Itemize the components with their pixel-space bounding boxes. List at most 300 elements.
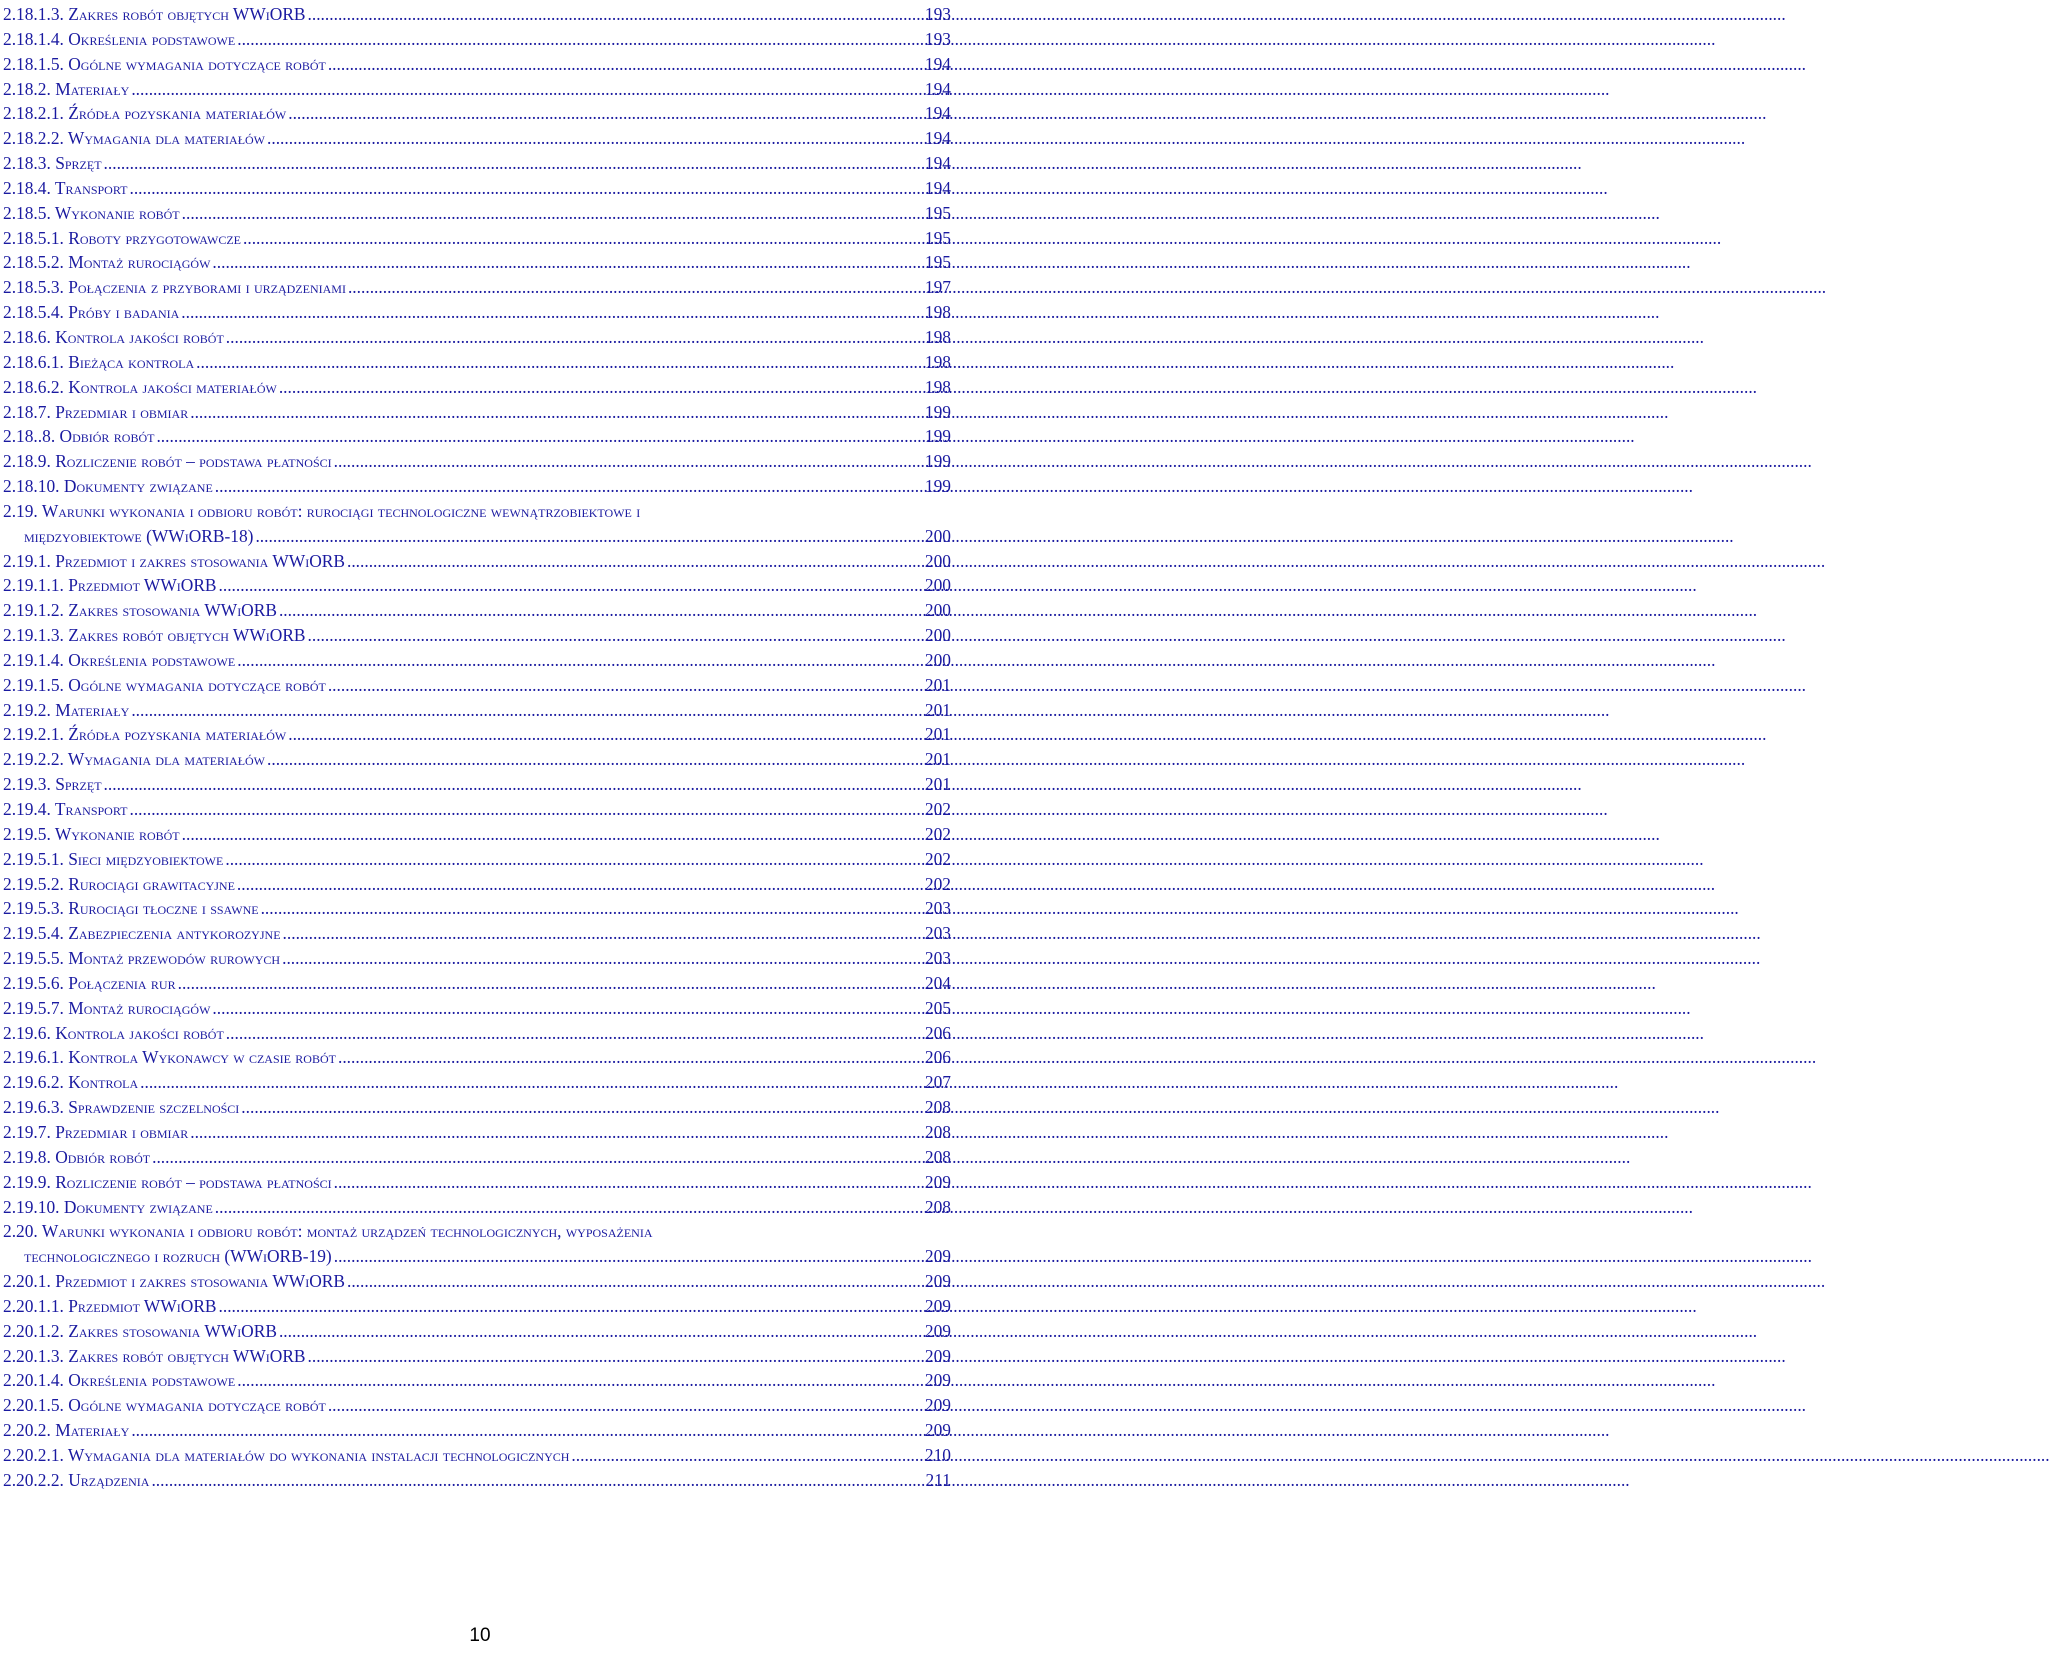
toc-entry-number: 2.18.4. (3, 177, 51, 198)
toc-entry-text: Sprawdzenie szczelności (68, 1097, 240, 1118)
toc-entry-page: 210 (924, 1444, 951, 1465)
toc-entry-number: 2.19.5.4. (3, 923, 64, 944)
toc-entry-page: 195 (924, 252, 951, 273)
toc-entry-page: 204 (924, 972, 951, 993)
toc-entry-text: Sieci międzyobiektowe (68, 848, 224, 869)
toc-entry[interactable] (3, 151, 951, 176)
toc-entry[interactable] (3, 896, 951, 921)
dot-leader (212, 250, 922, 275)
toc-entry[interactable] (3, 1368, 951, 1393)
toc-entry-page: 198 (924, 302, 951, 323)
toc-entry-number: 2.19.5.5. (3, 948, 64, 969)
toc-entry-page: 209 (924, 1171, 951, 1192)
toc-entry-number: 2.19.8. (3, 1146, 51, 1167)
toc-entry-page: 202 (924, 848, 951, 869)
dot-leader (129, 176, 922, 201)
toc-entry-page: 208 (924, 1097, 951, 1118)
toc-entry-text: Przedmiot WWiORB (68, 1295, 217, 1316)
toc-entry-title (3, 772, 102, 797)
toc-entry-text: Przedmiot i zakres stosowania WWiORB (55, 550, 345, 571)
toc-entry-title: 2.20. Warunki wykonania i odbioru robót: montaż urządzeń technologicznych, wyposażenia (3, 1221, 653, 1242)
toc-entry-text: Montaż przewodów rurowych (68, 948, 281, 969)
toc-entry-number: 2.18.6. (3, 326, 51, 347)
toc-entry-title (3, 698, 129, 723)
toc-entry-page: 194 (924, 128, 951, 149)
toc-entry-text: Rozliczenie robót – podstawa płatności (55, 1171, 332, 1192)
toc-entry-page: 200 (924, 600, 951, 621)
toc-entry-number: 2.18..8. (3, 426, 56, 447)
dot-leader (261, 896, 923, 921)
toc-entry-text: Wymagania dla materiałów (67, 128, 266, 149)
toc-entry[interactable] (3, 400, 951, 425)
toc-entry[interactable] (3, 747, 951, 772)
toc-entry-number: 2.20.1.1. (3, 1295, 64, 1316)
toc-entry-text: Zakres robót objętych WWiORB (68, 4, 306, 24)
toc-entry-number: 2.20.2.1. (3, 1444, 64, 1465)
toc-entry[interactable] (3, 176, 951, 201)
toc-entry[interactable] (3, 126, 951, 151)
toc-entry-title (3, 77, 129, 102)
toc-entry-title (3, 573, 217, 598)
toc-entry-page: 209 (924, 1320, 951, 1341)
dot-leader (334, 1244, 923, 1269)
toc-entry-number: 2.19.3. (3, 774, 51, 795)
toc-entry-page: 199 (924, 451, 951, 472)
dot-leader (328, 1393, 923, 1418)
toc-entry-title (3, 1443, 569, 1468)
toc-group-2-19 (3, 549, 951, 1220)
toc-entry[interactable] (3, 424, 951, 449)
toc-entry[interactable] (3, 971, 951, 996)
toc-entry-text: Przedmiot i zakres stosowania WWiORB (55, 1271, 345, 1292)
toc-entry[interactable] (3, 275, 951, 300)
toc-group-2-18 (3, 2, 951, 499)
toc-entry-2-19-line1[interactable] (3, 499, 951, 524)
toc-entry[interactable] (3, 573, 951, 598)
toc-entry[interactable] (3, 1344, 951, 1369)
toc-entry-page: 198 (924, 376, 951, 397)
toc-entry[interactable] (3, 946, 951, 971)
toc-entry-number: 2.19.5.6. (3, 972, 64, 993)
toc-entry-title (3, 1393, 326, 1418)
toc-entry-page: 201 (924, 749, 951, 770)
toc-entry-number: 2.18.3. (3, 153, 51, 174)
toc-entry-text: Rurociągi tłoczne i ssawne (68, 898, 259, 919)
dot-leader (140, 1070, 923, 1095)
toc-entry-title (3, 449, 332, 474)
toc-entry[interactable] (3, 1070, 951, 1095)
toc-entry-text: Ogólne wymagania dotyczące robót (68, 674, 326, 695)
toc-entry-text: Zakres stosowania WWiORB (68, 600, 277, 621)
toc-entry-title (3, 1368, 235, 1393)
toc-entry[interactable] (3, 1195, 951, 1220)
dot-leader (267, 747, 923, 772)
toc-entry-number: 2.18.1.3. (3, 4, 64, 24)
dot-leader (571, 1443, 922, 1468)
toc-entry[interactable] (3, 1468, 951, 1493)
toc-entry[interactable] (3, 1294, 951, 1319)
toc-entry-title (3, 747, 265, 772)
toc-entry-number: 2.20.1.5. (3, 1395, 64, 1416)
toc-entry-text: Próby i badania (68, 302, 180, 323)
toc-entry-title (3, 1294, 217, 1319)
dot-leader (131, 1418, 923, 1443)
toc-entry[interactable] (3, 1120, 951, 1145)
toc-entry[interactable] (3, 623, 951, 648)
dot-leader (308, 1344, 923, 1369)
toc-entry[interactable] (3, 1319, 951, 1344)
toc-entry-text: Wykonanie robót (54, 823, 180, 844)
toc-entry-page: 202 (924, 873, 951, 894)
dot-leader (334, 1170, 923, 1195)
dot-leader (226, 1021, 923, 1046)
toc-entry-text: Wykonanie robót (54, 202, 180, 223)
dot-leader (328, 52, 923, 77)
toc-entry-text: Montaż rurociągów (68, 252, 211, 273)
toc-entry-text: Zakres stosowania WWiORB (68, 1320, 277, 1341)
toc-entry-number: 2.18.10. (3, 476, 60, 497)
toc-entry-page: 197 (924, 277, 951, 298)
toc-entry[interactable] (3, 1393, 951, 1418)
toc-entry[interactable] (3, 673, 951, 698)
toc-entry-title (3, 1070, 138, 1095)
dot-leader (328, 673, 923, 698)
toc-entry-title (3, 400, 188, 425)
toc-entry-title (3, 101, 286, 126)
toc-entry-number: 2.20.1.2. (3, 1320, 64, 1341)
dot-leader (255, 524, 922, 549)
toc-entry-page: 209 (924, 1395, 951, 1416)
toc-entry-page: 200 (924, 575, 951, 596)
toc-entry-text: Kontrola Wykonawcy w czasie robót (68, 1047, 336, 1068)
dot-leader (288, 722, 923, 747)
toc-entry-page: 198 (924, 326, 951, 347)
dot-leader (219, 573, 923, 598)
toc-entry-text: Materiały (55, 78, 130, 99)
dot-leader (267, 126, 923, 151)
toc-entry-title (3, 151, 102, 176)
toc-entry-title (3, 126, 265, 151)
toc-entry-text: Połączenia rur (68, 972, 176, 993)
toc-entry-number: 2.18.6.1. (3, 351, 64, 372)
toc-entry[interactable] (3, 822, 951, 847)
toc-entry-page: 202 (924, 799, 951, 819)
toc-entry[interactable] (3, 27, 951, 52)
dot-leader (308, 2, 923, 27)
toc-entry-page: 194 (924, 78, 951, 99)
toc-entry-page: 200 (924, 550, 951, 571)
toc-entry-page: 199 (924, 476, 951, 497)
toc-entry-title (3, 300, 179, 325)
dot-leader (237, 27, 923, 52)
dot-leader (131, 698, 923, 723)
toc-entry-title (3, 1170, 332, 1195)
toc-entry-page: 201 (924, 724, 951, 745)
toc-entry[interactable] (3, 1443, 951, 1468)
toc-entry-text: Bieżąca kontrola (68, 351, 195, 372)
toc-entry-number: 2.18.5.1. (3, 227, 64, 248)
dot-leader (237, 648, 923, 673)
toc-entry-title (3, 1095, 239, 1120)
toc-entry-page: 203 (924, 898, 951, 919)
toc-entry-text: Przedmiar i obmiar (55, 401, 189, 422)
toc-entry[interactable] (3, 996, 951, 1021)
dot-leader (237, 1368, 923, 1393)
page-number: 10 (469, 1625, 491, 1646)
toc-entry-2-20-line2[interactable] (3, 1244, 951, 1269)
toc-entry[interactable] (3, 325, 951, 350)
toc-entry-title (3, 1418, 129, 1443)
dot-leader (308, 623, 923, 648)
toc-entry-text: Urządzenia (68, 1469, 150, 1490)
toc-entry-number: 2.19.6.3. (3, 1097, 64, 1118)
dot-leader (212, 996, 922, 1021)
toc-entry[interactable] (3, 1269, 951, 1294)
toc-entry-text: Określenia podstawowe (68, 649, 236, 670)
toc-entry-number: 2.18.5. (3, 202, 51, 223)
toc-entry-page: 209 (924, 1420, 951, 1441)
toc-entry-page: 195 (924, 227, 951, 248)
dot-leader (347, 1269, 923, 1294)
toc-entry-text: Ogólne wymagania dotyczące robót (68, 1395, 326, 1416)
dot-leader (190, 400, 923, 425)
toc-entry-page: 208 (924, 1121, 951, 1142)
toc-entry-title (3, 52, 326, 77)
toc-entry-title (3, 549, 345, 574)
toc-entry[interactable] (3, 1021, 951, 1046)
toc-entry-text: Określenia podstawowe (68, 28, 236, 49)
toc-entry[interactable] (3, 698, 951, 723)
toc-entry-number: 2.20.1.4. (3, 1370, 64, 1391)
toc-entry-page: 200 (924, 525, 951, 546)
toc-entry[interactable] (3, 250, 951, 275)
toc-entry-title (3, 424, 154, 449)
toc-entry-page: 193 (924, 4, 951, 24)
toc-entry-title (3, 896, 259, 921)
toc-entry-text: Zabezpieczenia antykorozyjne (68, 923, 281, 944)
toc-entry-title (3, 176, 127, 201)
toc-entry-title (3, 623, 306, 648)
toc-entry[interactable] (3, 598, 951, 623)
dot-leader (237, 872, 923, 897)
toc-entry-title (3, 722, 286, 747)
toc-entry-number: 2.19.6. (3, 1022, 51, 1043)
toc-entry-title (3, 921, 281, 946)
toc-entry[interactable] (3, 350, 951, 375)
toc-entry-text: Rozliczenie robót – podstawa płatności (55, 451, 332, 472)
toc-entry[interactable] (3, 1045, 951, 1070)
toc-entry-text: Dokumenty związane (63, 1196, 213, 1217)
toc-entry-number: 2.19.1.3. (3, 625, 64, 646)
toc-entry-text: Źródła pozyskania materiałów (68, 724, 287, 745)
dot-leader (283, 921, 923, 946)
toc-entry-number: 2.19.1.1. (3, 575, 64, 596)
dot-leader (279, 1319, 923, 1344)
toc-entry-title (3, 27, 235, 52)
toc-entry[interactable] (3, 549, 951, 574)
toc-entry-title (3, 474, 213, 499)
toc-entry[interactable] (3, 1145, 951, 1170)
toc-entry[interactable] (3, 201, 951, 226)
toc-entry[interactable] (3, 797, 951, 822)
toc-entry-page: 207 (924, 1072, 951, 1093)
toc-entry-number: 2.18.2.1. (3, 103, 64, 124)
toc-entry-text: Montaż rurociągów (68, 997, 211, 1018)
dot-leader (151, 1468, 923, 1493)
toc-entry-number: 2.19.6.1. (3, 1047, 64, 1068)
toc-entry-page: 195 (924, 202, 951, 223)
toc-entry-page: 206 (924, 1047, 951, 1068)
toc-entry[interactable] (3, 300, 951, 325)
toc-entry-number: 2.19.6.2. (3, 1072, 64, 1093)
toc-entry[interactable] (3, 847, 951, 872)
toc-entry-number: 2.18.2. (3, 78, 51, 99)
toc-entry[interactable] (3, 449, 951, 474)
toc-entry-text: Źródła pozyskania materiałów (68, 103, 287, 124)
toc-entry-text: Kontrola jakości materiałów (68, 376, 277, 397)
dot-leader (347, 549, 923, 574)
dot-leader (181, 300, 923, 325)
toc-entry[interactable] (3, 375, 951, 400)
toc-entry-page: 201 (924, 674, 951, 695)
toc-entry-number: 2.19.2. (3, 699, 51, 720)
toc-entry-number: 2.19.7. (3, 1121, 51, 1142)
toc-entry-2-19-line2[interactable] (3, 524, 951, 549)
toc-entry-number: 2.18.5.4. (3, 302, 64, 323)
dot-leader (182, 822, 923, 847)
toc-entry-page: 211 (925, 1469, 951, 1490)
toc-entry[interactable] (3, 1095, 951, 1120)
toc-entry-title (3, 872, 235, 897)
dot-leader (104, 772, 923, 797)
toc-entry[interactable] (3, 1418, 951, 1443)
toc-entry[interactable] (3, 772, 951, 797)
dot-leader (288, 101, 923, 126)
toc-entry-text: Przedmiot WWiORB (68, 575, 217, 596)
toc-entry-text: Kontrola jakości robót (55, 326, 224, 347)
toc-entry-text: Połączenia z przyborami i urządzeniami (68, 277, 346, 298)
toc-entry-text: Materiały (55, 699, 130, 720)
toc-entry-text: Kontrola (68, 1072, 139, 1093)
toc-entry[interactable] (3, 474, 951, 499)
dot-leader (279, 598, 923, 623)
dot-leader (282, 946, 923, 971)
dot-leader (219, 1294, 923, 1319)
toc-entry-text: Wymagania dla materiałów (67, 749, 266, 770)
toc-entry[interactable] (3, 648, 951, 673)
toc-entry-number: 2.19.1. (3, 550, 51, 571)
toc-entry-page: 203 (924, 948, 951, 969)
toc-entry-number: 2.19.2.2. (3, 749, 64, 770)
toc-entry[interactable] (3, 1170, 951, 1195)
toc-entry-title (3, 350, 194, 375)
toc-entry-title (3, 797, 127, 822)
toc-entry-title (3, 1021, 224, 1046)
dot-leader (279, 375, 923, 400)
toc-entry-page: 203 (924, 923, 951, 944)
toc-entry-page: 200 (924, 649, 951, 670)
toc-entry-page: 209 (924, 1345, 951, 1366)
toc-entry-page: 209 (924, 1246, 951, 1267)
toc-entry[interactable] (3, 2, 951, 27)
toc-entry-title (3, 226, 241, 251)
toc-entry-text: Transport (54, 799, 128, 819)
toc-entry-number: 2.18.7. (3, 401, 51, 422)
dot-leader (225, 847, 923, 872)
toc-entry-text: Przedmiar i obmiar (55, 1121, 189, 1142)
toc-entry-2-20-line1[interactable] (3, 1219, 951, 1244)
toc-entry[interactable] (3, 921, 951, 946)
toc-entry-page: 199 (924, 426, 951, 447)
toc-entry-number: 2.19.4. (3, 799, 51, 819)
toc-entry-title (3, 1344, 306, 1369)
toc-entry-number: 2.18.5.2. (3, 252, 64, 273)
toc-entry-title (3, 1319, 277, 1344)
dot-leader (156, 424, 922, 449)
dot-leader (182, 201, 923, 226)
toc-entry-page: 206 (924, 1022, 951, 1043)
toc-entry-title (3, 971, 176, 996)
toc-entry-number: 2.19.5. (3, 823, 51, 844)
toc-entry-number: 2.19.2.1. (3, 724, 64, 745)
toc-entry-text: Sprzęt (55, 774, 102, 795)
toc-entry-number: 2.20.1. (3, 1271, 51, 1292)
toc-entry-page: 199 (924, 401, 951, 422)
toc-entry-title (3, 325, 224, 350)
toc-entry-page: 209 (924, 1295, 951, 1316)
toc-entry-title (3, 2, 306, 27)
toc-entry-text: Sprzęt (55, 153, 102, 174)
toc-entry-page: 193 (924, 28, 951, 49)
toc-entry-number: 2.19.1.2. (3, 600, 64, 621)
toc-entry-title (3, 275, 346, 300)
toc-entry-title: międzyobiektowe (WWiORB-18) (24, 525, 254, 546)
toc-entry-title (3, 847, 223, 872)
dot-leader (226, 325, 923, 350)
dot-leader (348, 275, 923, 300)
toc-entry-title (3, 375, 277, 400)
dot-leader (215, 1195, 923, 1220)
dot-leader (178, 971, 923, 996)
toc-entry-number: 2.19.5.3. (3, 898, 64, 919)
toc-entry-title: 2.19. Warunki wykonania i odbioru robót: rurociągi technologiczne wewnątrzobiektowe i (3, 500, 641, 521)
toc-entry-text: Materiały (55, 1420, 130, 1441)
toc-entry-number: 2.19.1.4. (3, 649, 64, 670)
toc-entry-text: Rurociągi grawitacyjne (68, 873, 235, 894)
toc-entry[interactable] (3, 722, 951, 747)
toc-entry-page: 194 (924, 177, 951, 198)
toc-entry-text: Wymagania dla materiałów do wykonania instalacji technologicznych (67, 1444, 570, 1465)
toc-entry-number: 2.18.1.5. (3, 53, 64, 74)
toc-entry-number: 2.18.5.3. (3, 277, 64, 298)
toc-entry-page: 202 (924, 823, 951, 844)
toc-entry-page: 194 (924, 153, 951, 174)
toc-entry[interactable] (3, 52, 951, 77)
toc-entry-number: 2.19.5.7. (3, 997, 64, 1018)
toc-entry-text: Kontrola jakości robót (55, 1022, 224, 1043)
dot-leader (152, 1145, 923, 1170)
toc-entry-number: 2.20.2.2. (3, 1469, 64, 1490)
toc-entry[interactable] (3, 77, 951, 102)
toc-entry[interactable] (3, 226, 951, 251)
toc-entry-text: Odbiór robót (55, 1146, 151, 1167)
toc-entry-page: 201 (924, 699, 951, 720)
toc-entry[interactable] (3, 101, 951, 126)
toc-entry-number: 2.19.9. (3, 1171, 51, 1192)
toc-entry[interactable] (3, 872, 951, 897)
table-of-contents (3, 2, 951, 1493)
toc-entry-number: 2.18.9. (3, 451, 51, 472)
